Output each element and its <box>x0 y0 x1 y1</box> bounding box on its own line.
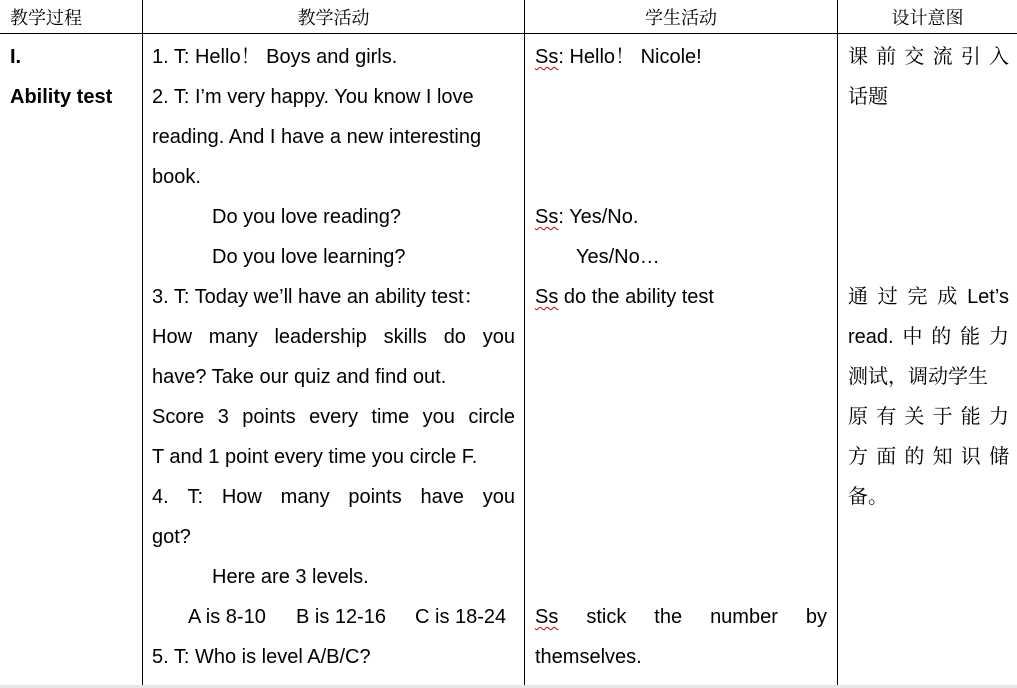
student-line <box>535 597 827 637</box>
intent-line <box>848 397 1009 437</box>
intent-line: 话题 <box>848 86 888 108</box>
word: How <box>152 326 193 348</box>
word: How <box>221 486 262 508</box>
student-text: : Hello！ Nicole! <box>558 46 702 68</box>
char: 知 <box>932 446 953 468</box>
teacher-line: 1. T: Hello！ Boys and girls. <box>152 46 398 68</box>
teacher-line: Here are 3 levels. <box>212 566 369 588</box>
header-teacher-activity: 教学活动 <box>297 7 370 28</box>
word: time <box>371 406 410 428</box>
char: 力 <box>988 406 1009 428</box>
header-design-intent: 设计意图 <box>891 7 964 28</box>
word: number <box>710 606 778 628</box>
intent-line <box>848 277 1009 317</box>
intent-line <box>848 317 1009 357</box>
intent-line <box>848 37 1009 77</box>
word: you <box>482 326 515 348</box>
teacher-line: book. <box>152 166 201 188</box>
char: 成 <box>937 286 958 308</box>
header-student-activity: 学生活动 <box>645 7 717 28</box>
student-line <box>535 277 714 317</box>
word: read. <box>848 326 894 348</box>
char: 流 <box>932 46 953 68</box>
word: T: <box>187 486 204 508</box>
char: 的 <box>931 326 952 348</box>
header-divider <box>0 33 1017 34</box>
char: 能 <box>960 326 981 348</box>
teacher-line <box>152 317 515 357</box>
intent-line: 备。 <box>848 486 888 508</box>
ss-abbr: Ss <box>535 606 559 628</box>
teacher-line <box>152 397 515 437</box>
teacher-line: 3. T: Today we’ll have an ability test： <box>152 286 484 308</box>
word: the <box>654 606 683 628</box>
word: points <box>242 406 296 428</box>
char: 引 <box>960 46 981 68</box>
student-line: themselves. <box>535 646 642 668</box>
word: circle <box>468 406 515 428</box>
student-text: do the ability test <box>558 286 714 308</box>
intent-line: 测试，调动学生 <box>848 366 988 388</box>
word: points <box>348 486 402 508</box>
word: Score <box>152 406 205 428</box>
char: 入 <box>988 46 1009 68</box>
word: you <box>422 406 455 428</box>
ss-abbr: Ss <box>535 286 559 308</box>
char: 完 <box>907 286 928 308</box>
teacher-line: 2. T: I’m very happy. You know I love <box>152 86 474 108</box>
student-text: : Yes/No. <box>558 206 639 228</box>
char: 有 <box>876 406 897 428</box>
ss-abbr: Ss <box>535 206 559 228</box>
word: many <box>280 486 330 508</box>
char: 储 <box>988 446 1009 468</box>
char: 能 <box>960 406 981 428</box>
word: 4. <box>152 486 169 508</box>
char: 的 <box>904 446 925 468</box>
step-title: Ability test <box>10 86 113 108</box>
teacher-line: Do you love learning? <box>212 246 406 268</box>
ss-abbr: Ss <box>535 46 559 68</box>
word: skills <box>383 326 427 348</box>
level-b: B is 12-16 <box>296 606 387 628</box>
char: 交 <box>904 46 925 68</box>
word: do <box>443 326 466 348</box>
char: 原 <box>848 406 868 428</box>
char: 通 <box>848 286 868 308</box>
teacher-line: Do you love reading? <box>212 206 402 228</box>
column-divider <box>837 0 838 685</box>
teacher-line <box>152 477 515 517</box>
teacher-line: reading. And I have a new interesting <box>152 126 482 148</box>
word: 3 <box>217 406 229 428</box>
student-line <box>535 197 638 237</box>
char: 于 <box>932 406 953 428</box>
char: 中 <box>902 326 923 348</box>
word: Let’s <box>967 286 1009 308</box>
teacher-line: T and 1 point every time you circle F. <box>152 446 478 468</box>
student-line: Yes/No… <box>576 246 660 268</box>
char: 课 <box>848 46 868 68</box>
word: stick <box>586 606 627 628</box>
char: 前 <box>876 46 897 68</box>
word: have <box>420 486 464 508</box>
intent-line <box>848 437 1009 477</box>
step-number: I. <box>10 46 22 68</box>
column-divider <box>142 0 143 685</box>
teacher-line: 5. T: Who is level A/B/C? <box>152 646 371 668</box>
column-divider <box>524 0 525 685</box>
word: many <box>208 326 258 348</box>
level-a: A is 8-10 <box>188 606 266 628</box>
word: every <box>309 406 358 428</box>
char: 面 <box>876 446 897 468</box>
word: you <box>482 486 515 508</box>
student-line <box>535 37 702 77</box>
teacher-line: have? Take our quiz and find out. <box>152 366 447 388</box>
char: 关 <box>904 406 925 428</box>
word: leadership <box>274 326 367 348</box>
char: 过 <box>877 286 898 308</box>
word: by <box>805 606 827 628</box>
char: 力 <box>988 326 1009 348</box>
header-process: 教学过程 <box>10 7 82 28</box>
char: 方 <box>848 446 868 468</box>
level-c: C is 18-24 <box>415 606 507 628</box>
char: 识 <box>960 446 981 468</box>
teacher-line: got? <box>152 526 191 548</box>
